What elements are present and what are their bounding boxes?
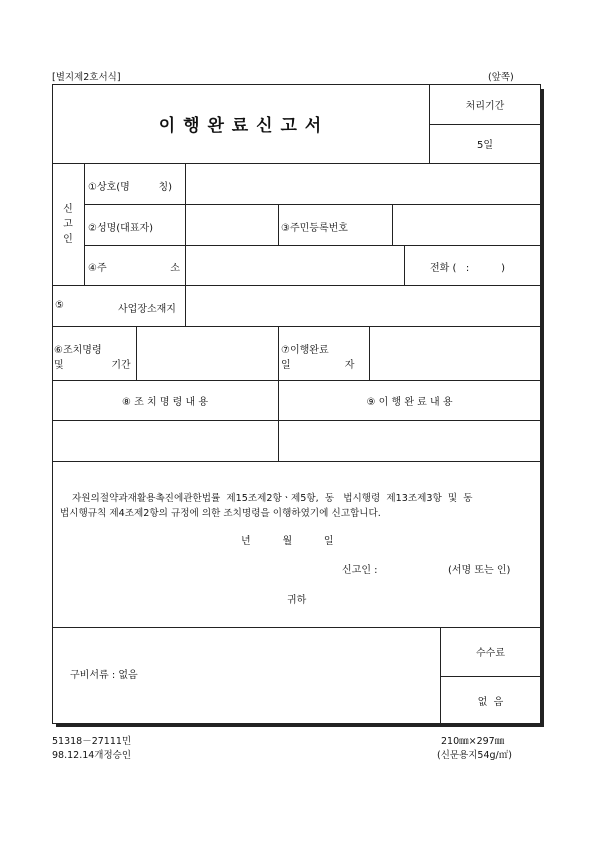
divider — [52, 461, 541, 462]
resident-number-label: ③주민등록번호 — [281, 223, 348, 234]
divider — [278, 204, 279, 245]
order-period-label-line1: ⑥조치명령 — [54, 345, 102, 356]
phone-label: 전화 ( : ) — [430, 263, 505, 274]
paper-type: (신문용지54g/㎡) — [437, 750, 512, 761]
reporter-group-label: 신 고 인 — [63, 203, 73, 245]
resident-number-field[interactable] — [393, 205, 540, 245]
declaration-line-1: 자원의절약과재활용촉진에관한법률 제15조제2항ㆍ제5항, 동 법시행령 제13조제3항 및 동 — [72, 493, 473, 504]
form-code: [별지제2호서식] — [52, 72, 121, 83]
completion-date-label-line1: ⑦이행완료 — [281, 345, 329, 356]
order-content-header: ⑧ 조 치 명 령 내 용 — [122, 396, 208, 408]
approval-date: 98.12.14개정승인 — [52, 750, 132, 761]
representative-label: ②성명(대표자) — [88, 223, 154, 234]
fee-label: 수수료 — [476, 648, 505, 659]
order-period-field[interactable] — [137, 327, 278, 380]
address-label: ④주 소 — [88, 263, 180, 274]
signer-label: 신고인 : — [342, 565, 378, 576]
divider — [84, 163, 85, 285]
form-title: 이 행 완 료 신 고 서 — [158, 116, 323, 136]
page-side-label: (앞쪽) — [488, 72, 514, 83]
representative-field[interactable] — [186, 205, 277, 245]
processing-period-value: 5일 — [476, 140, 494, 151]
report-date-line: 년 월 일 — [241, 536, 334, 547]
completion-date-label-line2: 일 자 — [281, 360, 355, 371]
completion-date-field[interactable] — [370, 327, 540, 380]
company-field[interactable] — [186, 164, 540, 204]
company-label: ①상호(명 칭) — [88, 182, 173, 193]
form-code-number: 51318－27111민 — [52, 736, 132, 747]
addressee-suffix: 귀하 — [287, 595, 307, 606]
order-content-field[interactable] — [53, 421, 278, 461]
workplace-label: 사업장소재지 — [118, 304, 176, 315]
workplace-field[interactable] — [186, 286, 540, 326]
required-documents: 구비서류 : 없음 — [70, 670, 138, 681]
order-period-label-line2: 및 기간 — [54, 360, 131, 371]
address-field[interactable] — [186, 246, 404, 285]
paper-size: 210㎜×297㎜ — [441, 736, 505, 747]
workplace-number: ⑤ — [55, 300, 64, 311]
signer-field[interactable] — [388, 558, 444, 574]
processing-period-label: 처리기간 — [465, 100, 505, 112]
completion-content-field[interactable] — [279, 421, 540, 461]
declaration-line-2: 법시행규칙 제4조제2항의 규정에 의한 조치명령을 이행하였기에 신고합니다. — [60, 508, 381, 519]
fee-value: 없 음 — [477, 696, 504, 708]
signature-note: (서명 또는 인) — [448, 565, 511, 576]
divider — [404, 245, 405, 285]
completion-content-header: ⑨ 이 행 완 료 내 용 — [366, 396, 453, 408]
